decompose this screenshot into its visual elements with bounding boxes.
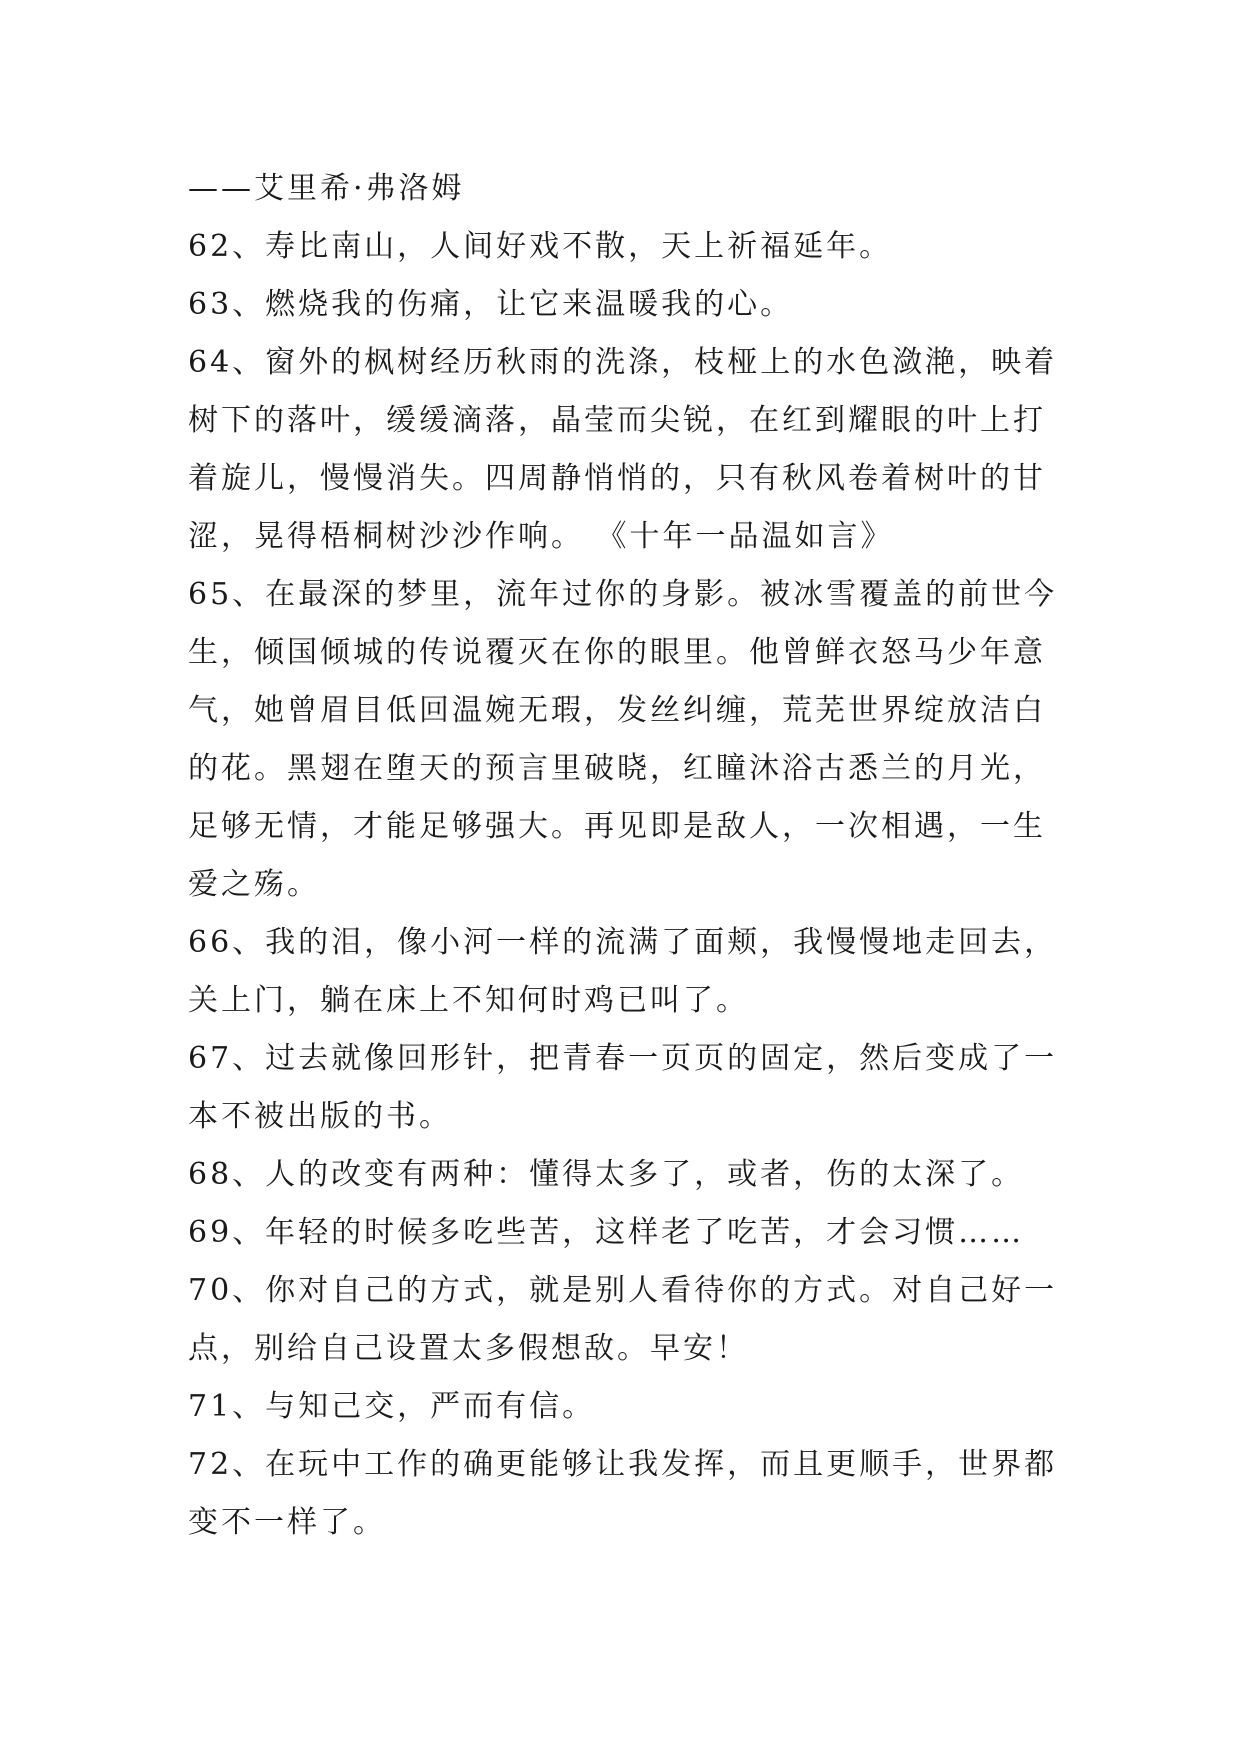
text-line: 的花。黑翅在堕天的预言里破晓，红瞳沐浴古悉兰的月光， (188, 751, 1046, 786)
text-line: ——艾里希·弗洛姆 (188, 171, 465, 206)
text-line: 72、在玩中工作的确更能够让我发挥，而且更顺手，世界都 (188, 1447, 1058, 1482)
text-line: 70、你对自己的方式，就是别人看待你的方式。对自己好一 (188, 1273, 1058, 1308)
text-line: 68、人的改变有两种：懂得太多了，或者，伤的太深了。 (188, 1157, 1025, 1192)
document-body (188, 160, 1058, 1552)
text-line: 树下的落叶，缓缓滴落，晶莹而尖锐，在红到耀眼的叶上打 (188, 403, 1046, 438)
text-line: 爱之殇。 (188, 867, 320, 902)
text-line: 71、与知己交，严而有信。 (188, 1389, 596, 1424)
text-line: 62、寿比南山，人间好戏不散，天上祈福延年。 (188, 229, 893, 264)
text-line: 67、过去就像回形针，把青春一页页的固定，然后变成了一 (188, 1041, 1058, 1076)
text-line: 涩，晃得梧桐树沙沙作响。 《十年一品温如言》 (188, 519, 894, 554)
text-line: 生，倾国倾城的传说覆灭在你的眼里。他曾鲜衣怒马少年意 (188, 635, 1046, 670)
text-line: 足够无情，才能足够强大。再见即是敌人，一次相遇，一生 (188, 809, 1046, 844)
text-line: 着旋儿，慢慢消失。四周静悄悄的，只有秋风卷着树叶的甘 (188, 461, 1046, 496)
text-line: 66、我的泪，像小河一样的流满了面颊，我慢慢地走回去， (188, 925, 1058, 960)
text-line: 本不被出版的书。 (188, 1099, 452, 1134)
text-line: 关上门，躺在床上不知何时鸡已叫了。 (188, 983, 749, 1018)
text-line: 变不一样了。 (188, 1505, 386, 1540)
text-line: 气，她曾眉目低回温婉无瑕，发丝纠缠，荒芜世界绽放洁白 (188, 693, 1046, 728)
text-line: 64、窗外的枫树经历秋雨的洗涤，枝桠上的水色潋滟，映着 (188, 345, 1058, 380)
text-line: 69、年轻的时候多吃些苦，这样老了吃苦，才会习惯…… (188, 1215, 1025, 1250)
text-line: 63、燃烧我的伤痛，让它来温暖我的心。 (188, 287, 794, 322)
text-line: 65、在最深的梦里，流年过你的身影。被冰雪覆盖的前世今 (188, 577, 1058, 612)
text-line: 点，别给自己设置太多假想敌。早安！ (188, 1331, 749, 1366)
